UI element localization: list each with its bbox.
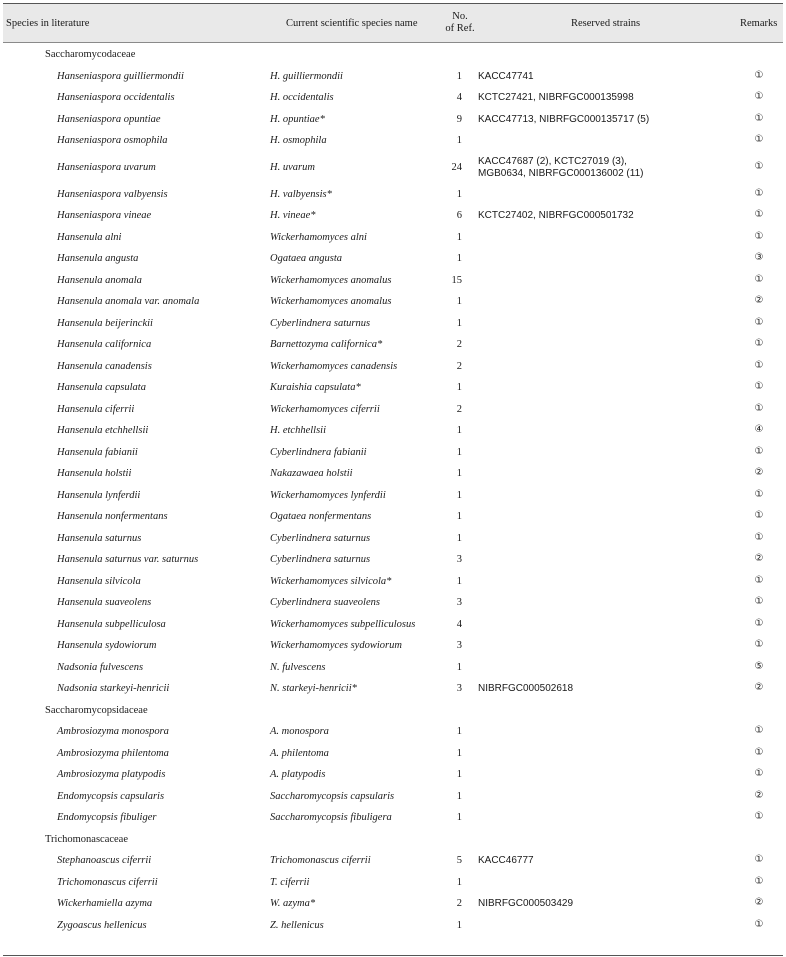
remark-cell: ① bbox=[754, 187, 764, 199]
reserved-strains-cell bbox=[478, 156, 643, 180]
ref-count-cell: 1 bbox=[456, 769, 462, 780]
remark-cell: ① bbox=[754, 918, 764, 930]
header-remarks: Remarks bbox=[740, 18, 778, 29]
remark-cell: ① bbox=[754, 359, 764, 371]
reserved-strains-cell: KACC47713, NIBRFGC000135717 (5) bbox=[478, 113, 650, 125]
family-heading: Saccharomycopsidaceae bbox=[45, 704, 148, 716]
table-row bbox=[0, 110, 786, 131]
current-name-cell: A. platypodis bbox=[270, 769, 326, 780]
current-name-cell: Wickerhamomyces sydowiorum bbox=[270, 640, 402, 651]
table-row bbox=[0, 153, 786, 185]
table-row bbox=[0, 679, 786, 700]
remark-cell: ① bbox=[754, 768, 764, 779]
table-row bbox=[0, 88, 786, 109]
table-row bbox=[0, 314, 786, 335]
species-in-literature-cell: Trichomonascus ciferrii bbox=[57, 876, 158, 888]
current-name-cell: W. azyma* bbox=[270, 898, 316, 909]
reserved-strains-cell: KACC46777 bbox=[478, 855, 534, 866]
current-name-cell: Nakazawaea holstii bbox=[270, 468, 353, 479]
remark-cell: ① bbox=[754, 746, 764, 758]
table-row bbox=[0, 658, 786, 679]
current-name-cell: Ogataea angusta bbox=[270, 253, 343, 264]
remark-cell: ⑤ bbox=[754, 660, 764, 672]
table-row bbox=[0, 464, 786, 485]
remark-cell: ① bbox=[754, 725, 764, 736]
table-row bbox=[0, 615, 786, 636]
remark-cell: ① bbox=[754, 445, 764, 457]
remark-cell: ② bbox=[754, 467, 764, 478]
species-in-literature-cell: Hansenula fabianii bbox=[57, 446, 138, 458]
species-in-literature-cell: Hansenula subpelliculosa bbox=[57, 618, 166, 630]
species-in-literature-cell: Endomycopsis capsularis bbox=[57, 790, 165, 802]
species-in-literature-cell: Hansenula sydowiorum bbox=[57, 640, 157, 651]
ref-count-cell: 1 bbox=[456, 747, 462, 759]
ref-count-cell: 1 bbox=[456, 511, 462, 522]
species-in-literature-cell: Ambrosiozyma monospora bbox=[57, 726, 169, 737]
species-in-literature-cell: Hansenula nonfermentans bbox=[57, 511, 168, 522]
table-row bbox=[0, 744, 786, 765]
current-name-cell: H. occidentalis bbox=[270, 92, 334, 103]
header-reserved-strains: Reserved strains bbox=[571, 18, 641, 29]
ref-count-cell: 1 bbox=[456, 661, 462, 673]
remark-cell: ① bbox=[754, 402, 764, 414]
species-in-literature-cell: Zygoascus hellenicus bbox=[57, 919, 147, 931]
table-row bbox=[0, 67, 786, 88]
current-name-cell: Wickerhamomyces ciferrii bbox=[270, 403, 380, 415]
ref-count-cell: 1 bbox=[456, 446, 462, 458]
remark-cell: ① bbox=[754, 639, 764, 650]
current-name-cell: Cyberlindnera fabianii bbox=[270, 446, 367, 458]
ref-count-cell: 1 bbox=[456, 812, 462, 823]
reserved-strains-line: KACC47687 (2), KCTC27019 (3), bbox=[478, 155, 627, 167]
current-name-cell: Cyberlindnera saturnus bbox=[270, 317, 371, 329]
table-row bbox=[0, 636, 786, 657]
species-in-literature-cell: Hansenula capsulata bbox=[57, 382, 146, 393]
ref-count-cell: 4 bbox=[456, 92, 462, 103]
header-species-in-literature: Species in literature bbox=[6, 18, 90, 29]
current-name-cell: Cyberlindnera saturnus bbox=[270, 554, 371, 565]
ref-count-cell: 1 bbox=[456, 70, 462, 82]
remark-cell: ① bbox=[754, 69, 764, 81]
species-in-literature-cell: Endomycopsis fibuliger bbox=[57, 812, 157, 823]
ref-count-cell: 1 bbox=[456, 532, 462, 544]
ref-count-cell: 3 bbox=[456, 683, 462, 694]
table-row bbox=[0, 529, 786, 550]
remark-cell: ① bbox=[754, 91, 764, 102]
remark-cell: ① bbox=[754, 510, 764, 521]
species-in-literature-cell: Stephanoascus ciferrii bbox=[57, 855, 152, 866]
species-in-literature-cell: Hanseniaspora occidentalis bbox=[57, 92, 175, 103]
current-name-cell: A. philentoma bbox=[270, 747, 329, 759]
remark-cell: ① bbox=[754, 273, 764, 285]
species-in-literature-cell: Hansenula suaveolens bbox=[57, 597, 152, 608]
table-bottom-rule bbox=[3, 955, 783, 956]
species-in-literature-cell: Ambrosiozyma platypodis bbox=[57, 769, 166, 780]
current-name-cell: Wickerhamomyces anomalus bbox=[270, 274, 392, 286]
ref-count-cell: 24 bbox=[451, 161, 462, 173]
table-row bbox=[0, 131, 786, 152]
table-row bbox=[0, 443, 786, 464]
table-row bbox=[0, 808, 786, 829]
family-heading: Trichomonascaceae bbox=[45, 833, 128, 845]
ref-count-cell: 3 bbox=[456, 640, 462, 651]
current-name-cell: Ogataea nonfermentans bbox=[270, 511, 372, 522]
species-in-literature-cell: Hansenula anomala var. anomala bbox=[57, 296, 200, 307]
species-in-literature-cell: Hanseniaspora opuntiae bbox=[57, 113, 161, 125]
remark-cell: ① bbox=[754, 381, 764, 392]
table-row bbox=[0, 722, 786, 743]
table-row bbox=[0, 271, 786, 292]
species-in-literature-cell: Hanseniaspora uvarum bbox=[57, 161, 156, 173]
current-name-cell: H. uvarum bbox=[270, 161, 315, 173]
table-row bbox=[0, 421, 786, 442]
ref-count-cell: 3 bbox=[456, 554, 462, 565]
current-name-cell: Trichomonascus ciferrii bbox=[270, 855, 371, 866]
current-name-cell: H. opuntiae* bbox=[270, 113, 325, 125]
ref-count-cell: 1 bbox=[456, 253, 462, 264]
remark-cell: ② bbox=[754, 682, 764, 693]
species-in-literature-cell: Nadsonia starkeyi-henricii bbox=[57, 683, 170, 694]
table-row bbox=[0, 249, 786, 270]
current-name-cell: H. vineae* bbox=[270, 210, 316, 221]
species-in-literature-cell: Hansenula saturnus bbox=[57, 532, 142, 544]
remark-cell: ① bbox=[754, 230, 764, 242]
species-in-literature-cell: Hansenula canadensis bbox=[57, 360, 152, 372]
species-in-literature-cell: Hansenula anomala bbox=[57, 274, 142, 286]
species-in-literature-cell: Hansenula ciferrii bbox=[57, 403, 135, 415]
remark-cell: ② bbox=[754, 553, 764, 564]
table-row bbox=[0, 873, 786, 894]
species-in-literature-cell: Hansenula etchhellsii bbox=[57, 425, 149, 436]
species-in-literature-cell: Nadsonia fulvescens bbox=[57, 661, 144, 673]
ref-count-cell: 2 bbox=[456, 360, 462, 372]
table-row bbox=[0, 228, 786, 249]
species-in-literature-cell: Hansenula angusta bbox=[57, 253, 139, 264]
remark-cell: ① bbox=[754, 875, 764, 887]
header-current-name: Current scientific species name bbox=[286, 18, 418, 29]
table-row bbox=[0, 486, 786, 507]
table-row bbox=[0, 572, 786, 593]
table-row bbox=[0, 765, 786, 786]
current-name-cell: Wickerhamomyces alni bbox=[270, 231, 367, 243]
table-row bbox=[0, 292, 786, 313]
current-name-cell: H. etchhellsii bbox=[270, 425, 326, 436]
ref-count-cell: 15 bbox=[451, 274, 462, 286]
reserved-strains-cell: KCTC27402, NIBRFGC000501732 bbox=[478, 210, 634, 221]
table-row bbox=[0, 851, 786, 872]
ref-count-cell: 1 bbox=[456, 876, 462, 888]
ref-count-cell: 1 bbox=[456, 726, 462, 737]
species-in-literature-cell: Wickerhamiella azyma bbox=[57, 898, 153, 909]
ref-count-cell: 1 bbox=[456, 919, 462, 931]
remark-cell: ① bbox=[754, 338, 764, 349]
table-row bbox=[0, 357, 786, 378]
species-in-literature-cell: Hansenula lynferdii bbox=[57, 489, 141, 501]
ref-count-cell: 2 bbox=[456, 403, 462, 415]
current-name-cell: H. valbyensis* bbox=[270, 188, 332, 200]
table-row bbox=[0, 787, 786, 808]
remark-cell: ① bbox=[754, 617, 764, 629]
ref-count-cell: 9 bbox=[456, 113, 462, 125]
current-name-cell: Wickerhamomyces anomalus bbox=[270, 296, 392, 307]
table-row bbox=[0, 507, 786, 528]
current-name-cell: H. guilliermondii bbox=[270, 70, 343, 82]
species-in-literature-cell: Hanseniaspora osmophila bbox=[57, 135, 168, 146]
header-no-of-ref-line2: of Ref. bbox=[445, 23, 475, 34]
table-row bbox=[0, 400, 786, 421]
ref-count-cell: 1 bbox=[456, 188, 462, 200]
current-name-cell: Cyberlindnera saturnus bbox=[270, 532, 371, 544]
current-name-cell: Wickerhamomyces canadensis bbox=[270, 360, 398, 372]
remark-cell: ① bbox=[754, 811, 764, 822]
species-in-literature-cell: Hansenula alni bbox=[57, 231, 122, 243]
ref-count-cell: 5 bbox=[456, 855, 462, 866]
reserved-strains-line: MGB0634, NIBRFGC000136002 (11) bbox=[478, 167, 644, 179]
species-in-literature-cell: Hansenula saturnus var. saturnus bbox=[57, 554, 199, 565]
current-name-cell: Saccharomycopsis capsularis bbox=[270, 790, 395, 802]
remark-cell: ① bbox=[754, 531, 764, 543]
species-in-literature-cell: Hanseniaspora vineae bbox=[57, 210, 152, 221]
remark-cell: ② bbox=[754, 897, 764, 908]
remark-cell: ① bbox=[754, 209, 764, 220]
species-in-literature-cell: Hansenula californica bbox=[57, 339, 152, 350]
remark-cell: ① bbox=[754, 854, 764, 865]
remark-cell: ② bbox=[754, 789, 764, 801]
ref-count-cell: 1 bbox=[456, 790, 462, 802]
ref-count-cell: 3 bbox=[456, 597, 462, 608]
remark-cell: ③ bbox=[754, 252, 764, 263]
table-row bbox=[0, 894, 786, 915]
ref-count-cell: 1 bbox=[456, 468, 462, 479]
ref-count-cell: 1 bbox=[456, 231, 462, 243]
remark-cell: ① bbox=[754, 112, 764, 124]
species-in-literature-cell: Hansenula holstii bbox=[57, 468, 132, 479]
header-no-of-ref bbox=[443, 11, 477, 35]
ref-count-cell: 1 bbox=[456, 489, 462, 501]
table-row bbox=[0, 335, 786, 356]
remark-cell: ① bbox=[754, 488, 764, 500]
reserved-strains-cell: KACC47741 bbox=[478, 70, 534, 82]
table-row bbox=[0, 206, 786, 227]
ref-count-cell: 6 bbox=[456, 210, 462, 221]
ref-count-cell: 1 bbox=[456, 296, 462, 307]
species-in-literature-cell: Ambrosiozyma philentoma bbox=[57, 747, 169, 759]
current-name-cell: Cyberlindnera suaveolens bbox=[270, 597, 380, 608]
reserved-strains-cell: KCTC27421, NIBRFGC000135998 bbox=[478, 92, 634, 103]
current-name-cell: Barnettozyma californica* bbox=[270, 339, 383, 350]
remark-cell: ① bbox=[754, 134, 764, 145]
ref-count-cell: 1 bbox=[456, 575, 462, 587]
ref-count-cell: 2 bbox=[456, 339, 462, 350]
ref-count-cell: 1 bbox=[456, 317, 462, 329]
species-in-literature-cell: Hanseniaspora guilliermondii bbox=[57, 70, 184, 82]
ref-count-cell: 1 bbox=[456, 382, 462, 393]
current-name-cell: A. monospora bbox=[270, 726, 329, 737]
current-name-cell: Wickerhamomyces subpelliculosus bbox=[270, 618, 416, 630]
table-row bbox=[0, 593, 786, 614]
current-name-cell: Saccharomycopsis fibuligera bbox=[270, 812, 392, 823]
family-heading: Saccharomycodaceae bbox=[45, 49, 136, 60]
ref-count-cell: 4 bbox=[456, 618, 462, 630]
current-name-cell: Kuraishia capsulata* bbox=[270, 382, 361, 393]
table-row bbox=[0, 185, 786, 206]
ref-count-cell: 1 bbox=[456, 425, 462, 436]
current-name-cell: N. starkeyi-henricii* bbox=[270, 683, 357, 694]
remark-cell: ① bbox=[754, 316, 764, 328]
remark-cell: ② bbox=[754, 295, 764, 306]
remark-cell: ① bbox=[754, 574, 764, 586]
current-name-cell: T. ciferrii bbox=[270, 876, 310, 888]
current-name-cell: Wickerhamomyces lynferdii bbox=[270, 489, 386, 501]
table-row bbox=[0, 916, 786, 937]
remark-cell: ① bbox=[754, 160, 764, 172]
reserved-strains-cell: NIBRFGC000503429 bbox=[478, 898, 574, 909]
ref-count-cell: 2 bbox=[456, 898, 462, 909]
reserved-strains-cell: NIBRFGC000502618 bbox=[478, 683, 574, 694]
header-no-of-ref-line1: No. bbox=[452, 11, 468, 22]
current-name-cell: Wickerhamomyces silvicola* bbox=[270, 575, 392, 587]
current-name-cell: H. osmophila bbox=[270, 135, 327, 146]
table-row bbox=[0, 378, 786, 399]
remark-cell: ① bbox=[754, 596, 764, 607]
table-header bbox=[3, 4, 783, 43]
species-in-literature-cell: Hansenula beijerinckii bbox=[57, 317, 153, 329]
remark-cell: ④ bbox=[754, 424, 764, 435]
current-name-cell: N. fulvescens bbox=[270, 661, 326, 673]
current-name-cell: Z. hellenicus bbox=[270, 919, 324, 931]
species-in-literature-cell: Hansenula silvicola bbox=[57, 575, 141, 587]
species-in-literature-cell: Hanseniaspora valbyensis bbox=[57, 188, 168, 200]
ref-count-cell: 1 bbox=[456, 135, 462, 146]
table-row bbox=[0, 550, 786, 571]
